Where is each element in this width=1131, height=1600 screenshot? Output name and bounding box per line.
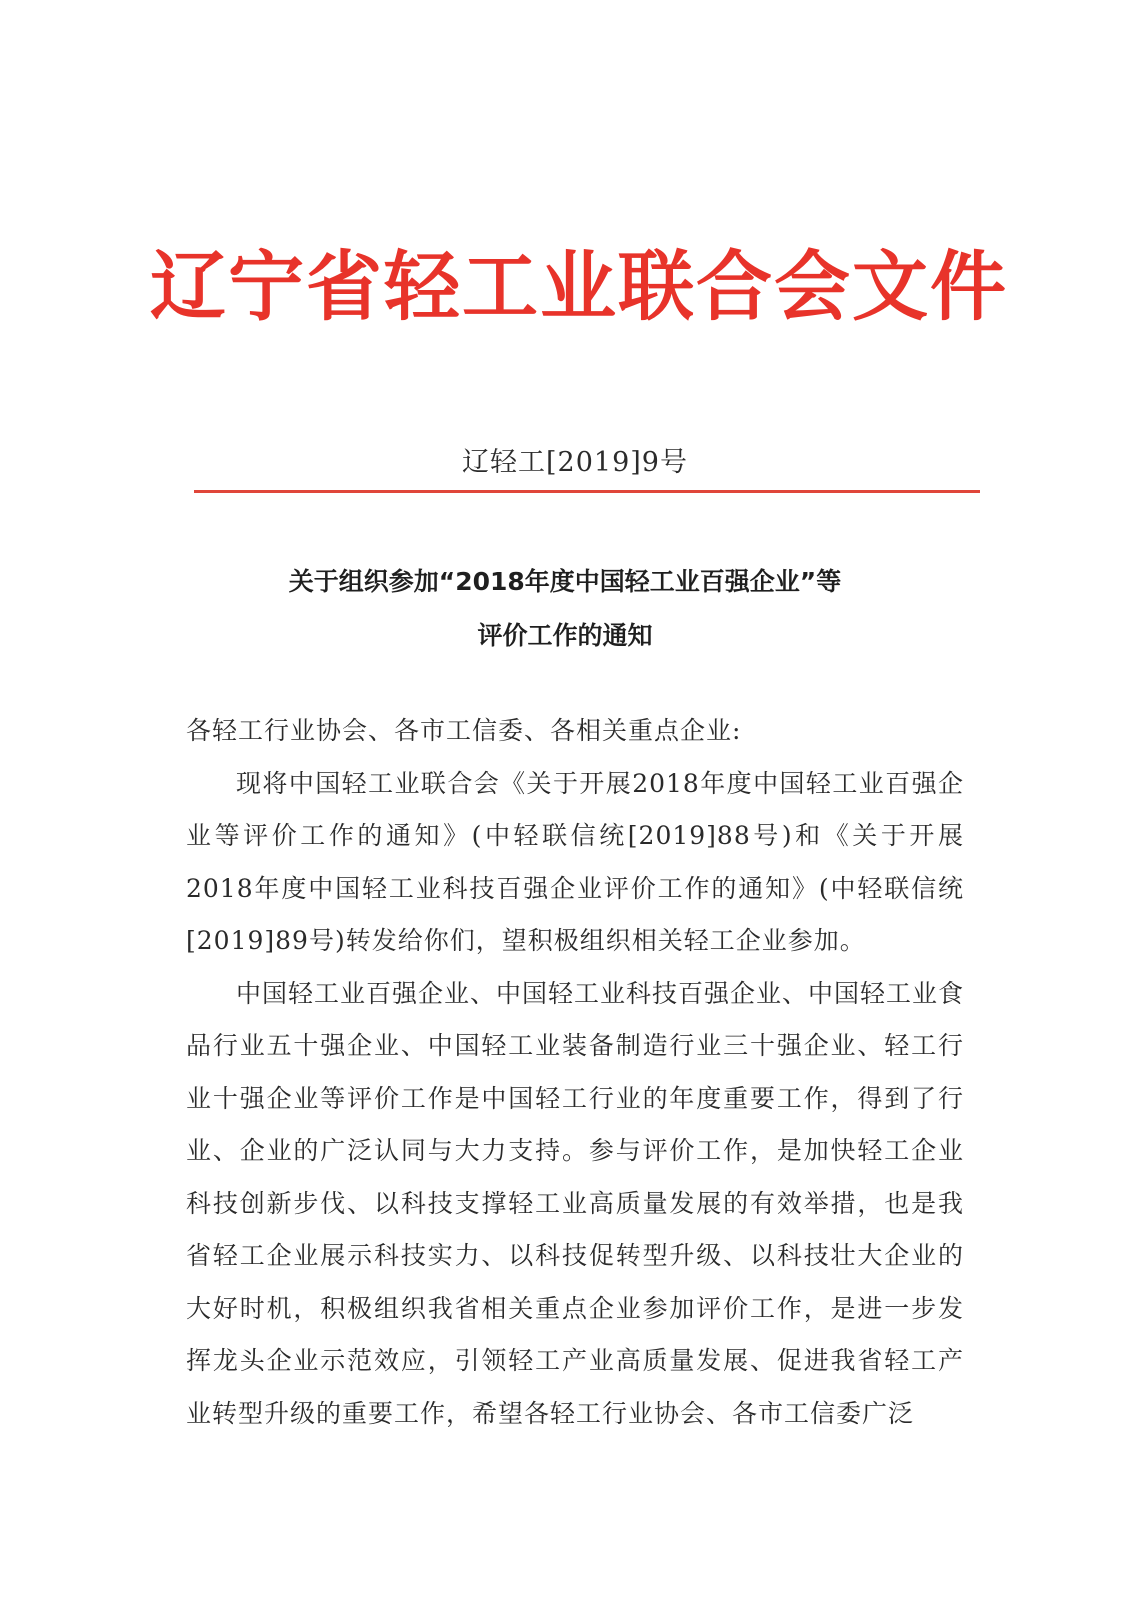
- body-paragraph-1: 现将中国轻工业联合会《关于开展2018年度中国轻工业百强企业等评价工作的通知》(中轻联信统[2019]88号)和《关于开展2018年度中国轻工业科技百强企业评价工作的通知》(中轻联信统[2019]89号)转发给你们，望积极组织相关轻工企业参加。: [186, 768, 964, 955]
- masthead-title: 辽宁省轻工业联合会文件: [150, 242, 1008, 331]
- document-title: [150, 555, 980, 663]
- body-paragraph-2: 中国轻工业百强企业、中国轻工业科技百强企业、中国轻工业食品行业五十强企业、中国轻工业装备制造行业三十强企业、轻工行业十强企业等评价工作是中国轻工行业的年度重要工作，得到了行业、企业的广泛认同与大力支持。参与评价工作，是加快轻工企业科技创新步伐、以科技支撑轻工业高质量发展的有效举措，也是我省轻工企业展示科技实力、以科技促转型升级、以科技壮大企业的大好时机，积极组织我省相关重点企业参加评价工作，是进一步发挥龙头企业示范效应，引领轻工产业高质量发展、促进我省轻工产业转型升级的重要工作，希望各轻工行业协会、各市工信委广泛: [186, 978, 965, 1428]
- red-divider-line: [194, 490, 980, 493]
- document-title-line-1: 关于组织参加“2018年度中国轻工业百强企业”等: [288, 567, 842, 596]
- salutation: 各轻工行业协会、各市工信委、各相关重点企业:: [186, 716, 742, 745]
- document-title-line-2: 评价工作的通知: [477, 621, 653, 650]
- document-body: [186, 705, 964, 1440]
- document-number: 辽轻工[2019]9号: [462, 447, 688, 478]
